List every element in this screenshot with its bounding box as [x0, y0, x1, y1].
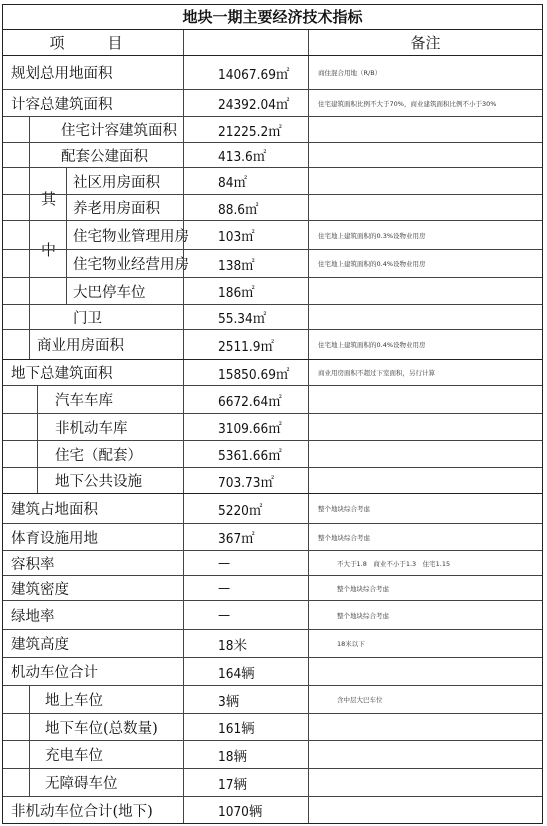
row-note: 住宅建筑面积比例不大于70%，商业建筑面积比例不小于30%: [308, 90, 542, 116]
header-item: 项 目: [49, 34, 137, 52]
table-row: [3, 305, 542, 330]
row-value: 15850.69㎡: [183, 360, 308, 385]
header-note: 备注: [308, 30, 542, 55]
table-row: [3, 56, 542, 90]
row-note: [308, 658, 542, 685]
row-note: [308, 797, 542, 823]
table-row: [3, 524, 542, 551]
table-row: [3, 168, 542, 195]
row-note: [308, 278, 542, 304]
table-row: [3, 143, 542, 168]
table-row: [3, 386, 542, 414]
row-note: [308, 305, 542, 329]
table-row: [3, 221, 542, 250]
row-value: 1070辆: [183, 797, 308, 823]
row-value: 164辆: [183, 658, 308, 685]
row-value: —: [183, 601, 308, 629]
row-note: [308, 386, 542, 413]
row-item-label: 商业用房面积: [37, 338, 124, 354]
row-item-label: 计容总建筑面积: [11, 96, 113, 113]
table-row: [3, 278, 542, 305]
row-note: 商住混合用地（R/B）: [308, 56, 542, 89]
row-item-label: 住宅物业经营用房: [73, 257, 189, 273]
row-value: 84㎡: [183, 168, 308, 194]
side-label-zhong: 中: [41, 241, 57, 259]
row-note: 整个地块综合考虑: [308, 576, 542, 600]
table-row: [3, 330, 542, 360]
row-value: 161辆: [183, 714, 308, 740]
table-row: [3, 414, 542, 441]
row-note: [308, 441, 542, 467]
row-item-label: 地下公共设施: [55, 474, 142, 490]
table-row: [3, 195, 542, 221]
row-note: 整个地块综合考虑: [308, 494, 542, 523]
row-item-label: 无障碍车位: [45, 776, 118, 792]
row-note: [308, 168, 542, 194]
row-item-label: 建筑密度: [11, 581, 69, 598]
row-value: 3辆: [183, 686, 308, 713]
table-row: [3, 769, 542, 797]
row-value: 103㎡: [183, 221, 308, 249]
row-note: [308, 741, 542, 768]
row-note: 不大于1.8 商业不小于1.3 住宅1.15: [308, 551, 542, 575]
table-header-row: [3, 30, 542, 56]
row-value: 138㎡: [183, 250, 308, 277]
row-value: 17辆: [183, 769, 308, 796]
row-item-label: 建筑占地面积: [11, 502, 98, 518]
table-row: [3, 468, 542, 494]
row-value: 88.6㎡: [183, 195, 308, 220]
table-row: [3, 714, 542, 741]
row-item-label: 汽车车库: [55, 393, 113, 409]
table-row: [3, 576, 542, 601]
table-row: [3, 630, 542, 658]
row-value: 5361.66㎡: [183, 441, 308, 467]
row-item-label: 住宅（配套）: [55, 447, 142, 464]
row-note: 含中层大巴车位: [308, 686, 542, 713]
side-label-qi: 其: [41, 190, 57, 208]
table-row: [3, 686, 542, 714]
table-row: [3, 658, 542, 686]
table-row: [3, 601, 542, 630]
table-row: [3, 551, 542, 576]
row-item-label: 绿地率: [11, 608, 55, 625]
row-note: 住宅地上建筑面积的0.4%设物业用房: [308, 330, 542, 359]
row-item-label: 社区用房面积: [73, 174, 160, 191]
row-note: [308, 143, 542, 167]
row-value: 21225.2㎡: [183, 117, 308, 142]
table-row: [3, 360, 542, 386]
table-row: [3, 441, 542, 468]
row-value: 367㎡: [183, 524, 308, 550]
row-value: 18辆: [183, 741, 308, 768]
row-note: 住宅地上建筑面积的0.4%设物业用房: [308, 250, 542, 277]
row-item-label: 门卫: [73, 310, 102, 327]
table-row: [3, 117, 542, 143]
row-note: 住宅地上建筑面积的0.3%设物业用房: [308, 221, 542, 249]
table-row: [3, 250, 542, 278]
row-value: 24392.04㎡: [183, 90, 308, 116]
row-item-label: 大巴停车位: [73, 284, 146, 301]
row-value: 5220㎡: [183, 494, 308, 523]
row-item-label: 建筑高度: [11, 637, 69, 653]
indicator-table: [2, 4, 543, 824]
row-item-label: 地下车位(总数量): [45, 720, 158, 737]
row-value: —: [183, 551, 308, 575]
row-item-label: 体育设施用地: [11, 530, 98, 547]
table-title: 地块一期主要经济技术指标: [3, 5, 542, 30]
table-row: [3, 494, 542, 524]
row-note: 商业用房面积不超过下室面积，另行计算: [308, 360, 542, 385]
row-item-label: 住宅计容建筑面积: [61, 123, 177, 139]
table-row: [3, 797, 542, 823]
row-value: 14067.69㎡: [183, 56, 308, 89]
row-item-label: 地上车位: [45, 693, 103, 709]
row-item-label: 非机动车位合计(地下): [11, 803, 153, 820]
row-item-label: 规划总用地面积: [11, 66, 113, 82]
row-item-label: 配套公建面积: [61, 148, 148, 165]
row-value: 413.6㎡: [183, 143, 308, 167]
row-note: [308, 714, 542, 740]
table-row: [3, 90, 542, 117]
row-item-label: 养老用房面积: [73, 201, 160, 217]
row-note: 18米以下: [308, 630, 542, 657]
row-value: 3109.66㎡: [183, 414, 308, 440]
row-note: [308, 468, 542, 493]
row-note: [308, 769, 542, 796]
row-item-label: 机动车位合计: [11, 665, 98, 681]
row-item-label: 充电车位: [45, 748, 103, 764]
row-value: 186㎡: [183, 278, 308, 304]
row-value: 6672.64㎡: [183, 386, 308, 413]
row-value: 703.73㎡: [183, 468, 308, 493]
header-value: [183, 30, 308, 55]
row-item-label: 容积率: [11, 556, 55, 573]
table-row: [3, 741, 542, 769]
row-item-label: 地下总建筑面积: [11, 366, 113, 382]
row-value: 55.34㎡: [183, 305, 308, 329]
row-value: 18米: [183, 630, 308, 657]
row-note: [308, 195, 542, 220]
row-note: 整个地块综合考虑: [308, 601, 542, 629]
row-item-label: 住宅物业管理用房: [73, 228, 189, 245]
row-item-label: 非机动车库: [55, 420, 128, 437]
row-note: [308, 414, 542, 440]
row-note: 整个地块综合考虑: [308, 524, 542, 550]
row-note: [308, 117, 542, 142]
row-value: —: [183, 576, 308, 600]
row-value: 2511.9㎡: [183, 330, 308, 359]
